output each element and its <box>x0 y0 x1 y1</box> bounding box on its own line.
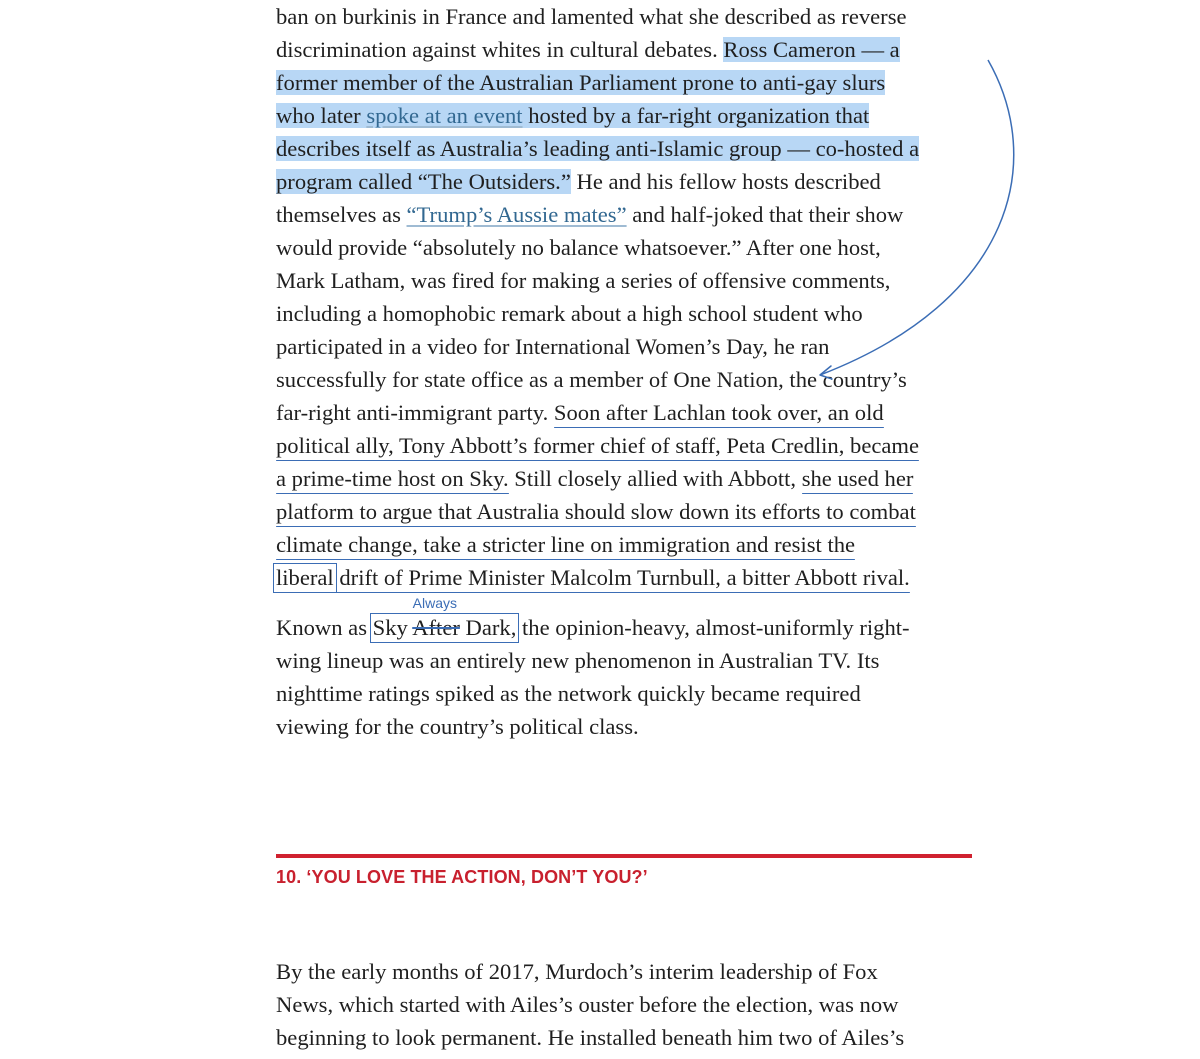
section-heading: 10. ‘YOU LOVE THE ACTION, DON’T YOU?’ <box>276 867 648 887</box>
text-line-content: nighttime ratings spiked as the network quickly became required <box>276 681 861 706</box>
trumps-aussie-mates-link[interactable]: “Trump’s Aussie mates” <box>406 202 627 227</box>
boxed-word-liberal[interactable]: liberal <box>273 563 337 593</box>
text-line-content: would provide “absolutely no balance whatsoever.” After one host, <box>276 235 881 260</box>
text-span: the opinion-heavy, almost-uniformly right- <box>516 615 910 640</box>
underlined-annotation[interactable]: a prime-time host on Sky. <box>276 466 509 491</box>
text-span: Still closely allied with Abbott, <box>508 466 802 491</box>
text-line-content: wing lineup was an entirely new phenomenon in Australian TV. Its <box>276 648 880 673</box>
text-line-content: News, which started with Ailes’s ouster before the election, was now <box>276 992 899 1017</box>
text-span: Known as <box>276 615 373 640</box>
highlighted-text[interactable]: describes itself as Australia’s leading anti-Islamic group — co-hosted a <box>276 136 920 161</box>
inserted-correction: Always <box>412 595 458 611</box>
underlined-annotation[interactable]: drift of Prime Minister Malcolm Turnbull, a bitter Abbott rival. <box>333 565 910 590</box>
text-span: far-right anti-immigrant party. <box>276 400 554 425</box>
text-line-content: viewing for the country’s political class. <box>276 714 639 739</box>
underlined-annotation[interactable]: platform to argue that Australia should slow down its efforts to combat <box>276 499 916 524</box>
highlighted-text[interactable]: Ross Cameron — a <box>723 37 900 62</box>
text-line-content: including a homophobic remark about a high school student who <box>276 301 863 326</box>
text-span: themselves as <box>276 202 407 227</box>
text-span: and half-joked that their show <box>626 202 904 227</box>
text-line-content: successfully for state office as a member of One Nation, the country’s <box>276 367 907 392</box>
struck-word: After <box>412 615 460 640</box>
text-line-content: Mark Latham, was fired for making a series of offensive comments, <box>276 268 891 293</box>
underlined-annotation[interactable]: she used her <box>801 466 914 491</box>
underlined-annotation[interactable]: Soon after Lachlan took over, an old <box>553 400 884 425</box>
underlined-annotation[interactable]: climate change, take a stricter line on immigration and resist the <box>276 532 856 557</box>
text-line-content: By the early months of 2017, Murdoch’s interim leadership of Fox <box>276 959 878 984</box>
text-line-content: beginning to look permanent. He installed beneath him two of Ailes’s <box>276 1025 905 1050</box>
text-span: discrimination against whites in cultural debates. <box>276 37 724 62</box>
highlighted-text[interactable]: former member of the Australian Parliament prone to anti-gay slurs <box>276 70 886 95</box>
text-span: Sky <box>372 615 413 640</box>
highlighted-text[interactable]: who later <box>276 103 367 128</box>
spoke-at-event-link[interactable]: spoke at an event <box>366 103 523 128</box>
text-line-content: participated in a video for International Women’s Day, he ran <box>276 334 830 359</box>
underlined-annotation[interactable]: political ally, Tony Abbott’s former chief of staff, Peta Credlin, became <box>276 433 920 458</box>
highlighted-text[interactable]: hosted by a far-right organization that <box>522 103 870 128</box>
text-line-content: ban on burkinis in France and lamented what she described as reverse <box>276 4 907 29</box>
text-span: He and his fellow hosts described <box>570 169 881 194</box>
highlighted-text[interactable]: program called “The Outsiders.” <box>276 169 571 194</box>
text-span: Dark, <box>459 615 517 640</box>
